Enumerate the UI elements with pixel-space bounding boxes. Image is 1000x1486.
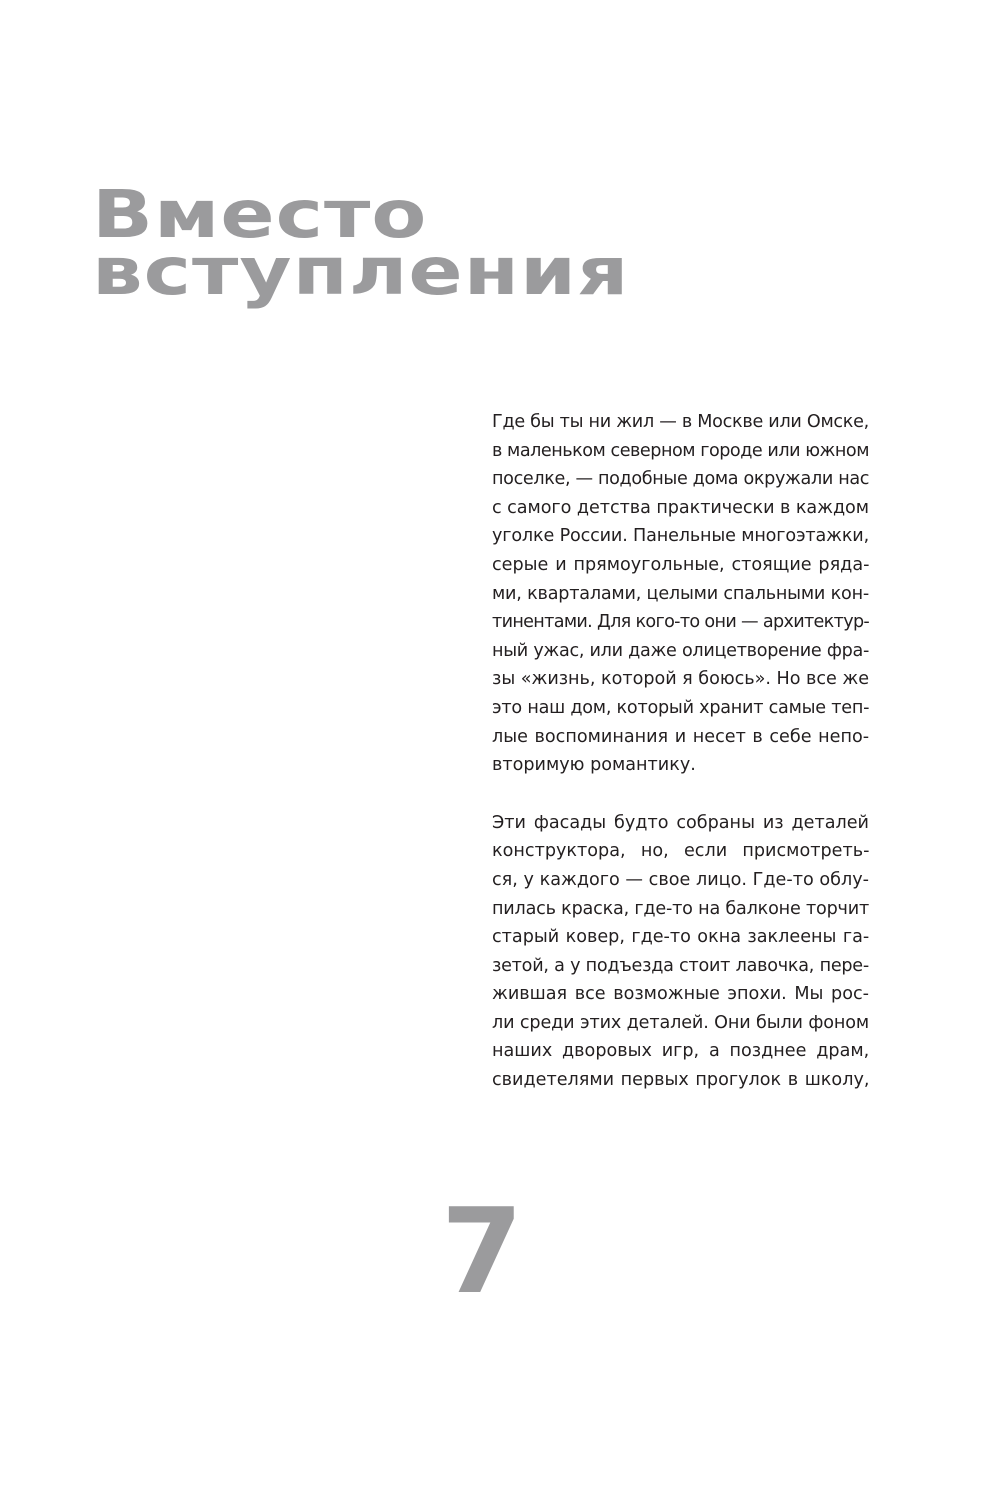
text-line: лые воспоминания и несет в себе непо- — [492, 726, 869, 747]
chapter-title-line-2: вступления — [92, 233, 630, 310]
chapter-title-line-1: Вместо — [92, 176, 428, 253]
text-line: Эти фасады будто собраны из деталей — [492, 812, 869, 833]
text-line: это наш дом, который хранит самые теп- — [492, 697, 869, 718]
text-line: ся, у каждого — свое лицо. Где-то облу- — [492, 869, 869, 890]
text-line: ный ужас, или даже олицетворение фра- — [492, 640, 869, 661]
text-line: старый ковер, где-то окна заклеены га- — [492, 927, 869, 948]
text-line: жившая все возможные эпохи. Мы рос- — [492, 984, 869, 1005]
text-line: конструктора, но, если присмотреть- — [492, 841, 869, 862]
text-line: пилась краска, где-то на балконе торчит — [492, 898, 869, 919]
text-line: серые и прямоугольные, стоящие ряда- — [492, 554, 869, 575]
text-line: зы «жизнь, которой я боюсь». Но все же — [492, 669, 869, 690]
text-line: поселке, — подобные дома окружали нас — [492, 469, 869, 490]
paragraph-2 — [492, 809, 869, 1095]
text-line: ли среди этих деталей. Они были фоном — [492, 1012, 869, 1033]
body-text — [492, 408, 869, 1124]
text-line: свидетелями первых прогулок в школу, — [492, 1070, 869, 1091]
page-number: 7 — [440, 1182, 524, 1320]
text-line: уголке России. Панельные многоэтажки, — [492, 526, 869, 547]
text-line: наших дворовых игр, а позднее драм, — [492, 1041, 869, 1062]
text-line: ми, кварталами, целыми спальными кон- — [492, 583, 869, 604]
chapter-title — [92, 176, 712, 310]
text-line: зетой, а у подъезда стоит лавочка, пере- — [492, 955, 869, 976]
text-line: в маленьком северном городе или южном — [492, 440, 869, 461]
text-line: вторимую романтику. — [492, 755, 696, 776]
text-line: тинентами. Для кого-то они — архитектур- — [492, 612, 869, 633]
text-line: с самого детства практически в каждом — [492, 497, 869, 518]
paragraph-1 — [492, 408, 869, 780]
text-line: Где бы ты ни жил — в Москве или Омске, — [492, 412, 869, 432]
